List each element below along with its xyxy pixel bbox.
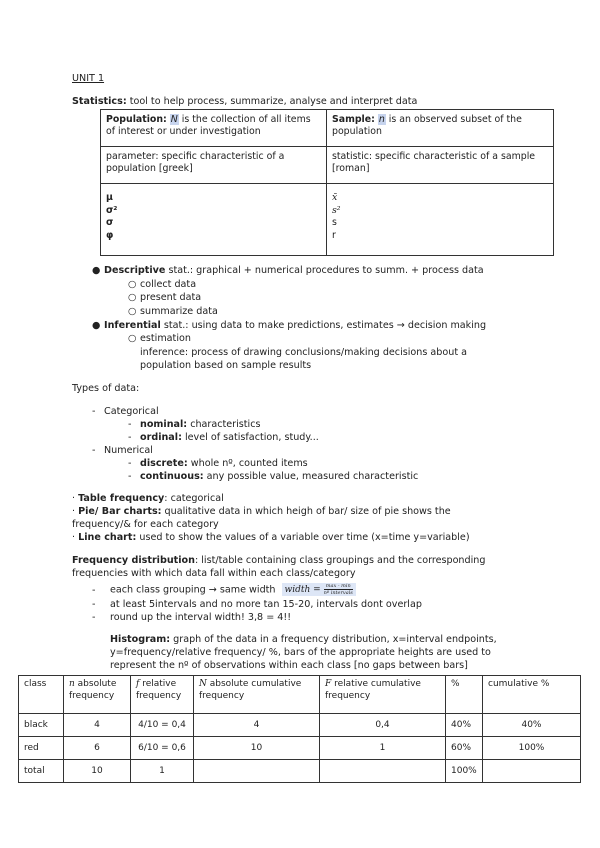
sample-symbol: n <box>378 114 385 125</box>
population-cell <box>101 110 327 147</box>
histogram-line-2: y=frequency/relative frequency/ %, bars of the appropriate heights are used to <box>110 647 491 658</box>
inferential-text: stat.: using data to make predictions, estimates → decision making <box>160 320 487 331</box>
continuous-item: - continuous: any possible value, measured characteristic <box>128 471 419 482</box>
list-item: ○ collect data <box>128 279 197 290</box>
parameter-cell: parameter: specific characteristic of a population [greek] <box>101 147 327 184</box>
sample-cell <box>327 110 554 147</box>
line-chart-line: · Line chart: used to show the values of a variable over time (x=time y=variable) <box>72 532 470 543</box>
histogram-line: Histogram: graph of the data in a frequency distribution, x=interval endpoints, <box>110 634 497 645</box>
symbol-sigma: σ <box>106 217 114 228</box>
symbol-phi: φ <box>106 229 114 241</box>
list-item: ○ present data <box>128 292 202 303</box>
numerical-item: - Numerical <box>92 445 153 456</box>
population-sample-table <box>100 109 554 256</box>
header-cumulative-percent: cumulative % <box>483 676 581 714</box>
population-symbols-cell <box>101 184 327 256</box>
round-up-item: - round up the interval width! 3,8 = 4!! <box>92 612 292 623</box>
discrete-item: - discrete: whole nº, counted items <box>128 458 308 469</box>
frequency-table <box>18 675 581 783</box>
header-relative-cumulative: F relative cumulative frequency <box>320 676 446 714</box>
symbol-s-squared: s² <box>332 204 341 216</box>
table-frequency-line: · Table frequency: categorical <box>72 493 224 504</box>
inference-line-1: inference: process of drawing conclusions/making decisions about a <box>140 347 468 358</box>
symbol-mu: μ <box>106 192 113 203</box>
sample-symbols-cell <box>327 184 554 256</box>
statistic-cell: statistic: specific characteristic of a sample [roman] <box>327 147 554 184</box>
ordinal-item: - ordinal: level of satisfaction, study... <box>128 432 319 443</box>
unit-title: UNIT 1 <box>72 73 105 84</box>
histogram-line-3: represent the nº of observations within each class [no gaps between bars] <box>110 660 468 671</box>
header-relative-frequency: f relative frequency <box>131 676 194 714</box>
sample-label: Sample: <box>332 114 375 125</box>
categorical-item: - Categorical <box>92 406 159 417</box>
nominal-item: - nominal: characteristics <box>128 419 261 430</box>
header-class: class <box>19 676 64 714</box>
descriptive-item: ● Descriptive stat.: graphical + numerical procedures to summ. + process data <box>92 265 484 276</box>
statistics-text: tool to help process, summarize, analyse and interpret data <box>126 96 418 107</box>
symbol-x-bar: x̄ <box>332 192 338 203</box>
symbol-sigma-squared: σ² <box>106 204 118 216</box>
statistics-definition <box>72 96 417 107</box>
inference-line-2: population based on sample results <box>140 360 312 371</box>
inferential-label: Inferential <box>104 320 161 331</box>
table-row: red 6 6/10 = 0,6 10 1 60% 100% <box>19 737 581 760</box>
population-text: is the collection of all items of interest or under investigation <box>106 114 311 137</box>
table-row: black 4 4/10 = 0,4 4 0,4 40% 40% <box>19 714 581 737</box>
header-absolute-frequency: n absolute frequency <box>64 676 131 714</box>
symbol-r: r <box>332 229 336 241</box>
frequency-distribution-line: Frequency distribution: list/table containing class groupings and the corresponding <box>72 555 486 566</box>
population-symbol: N <box>170 114 178 125</box>
intervals-item: - at least 5intervals and no more tan 15-20, intervals dont overlap <box>92 599 422 610</box>
inferential-item: ● Inferential stat.: using data to make predictions, estimates → decision making <box>92 320 487 331</box>
list-item: ○ summarize data <box>128 306 218 317</box>
descriptive-text: stat.: graphical + numerical procedures to summ. + process data <box>165 265 484 276</box>
types-title: Types of data: <box>72 383 140 394</box>
width-formula: width = $\frac{\max - \min}{\text{nº intervals}}$ <box>282 583 356 596</box>
class-width-item: - each class grouping → same width width = $\frac{\max - \min}{\text{nº intervals}}$ <box>92 583 356 596</box>
pie-bar-line: · Pie/ Bar charts: qualitative data in which heigh of bar/ size of pie shows the <box>72 506 451 517</box>
population-label: Population: <box>106 114 167 125</box>
header-percent: % <box>446 676 483 714</box>
list-item: ○ estimation <box>128 333 191 344</box>
pie-bar-line-2: frequency/& for each category <box>72 519 219 530</box>
statistics-label: Statistics: <box>72 96 127 107</box>
descriptive-label: Descriptive <box>104 265 166 276</box>
sample-text: is an observed subset of the population <box>332 114 522 137</box>
table-header-row <box>19 676 581 714</box>
header-absolute-cumulative: N absolute cumulative frequency <box>194 676 320 714</box>
symbol-s: s <box>332 217 337 228</box>
table-row: total 10 1 100% <box>19 760 581 783</box>
frequency-distribution-line-2: frequencies with which data fall within each class/category <box>72 568 356 579</box>
